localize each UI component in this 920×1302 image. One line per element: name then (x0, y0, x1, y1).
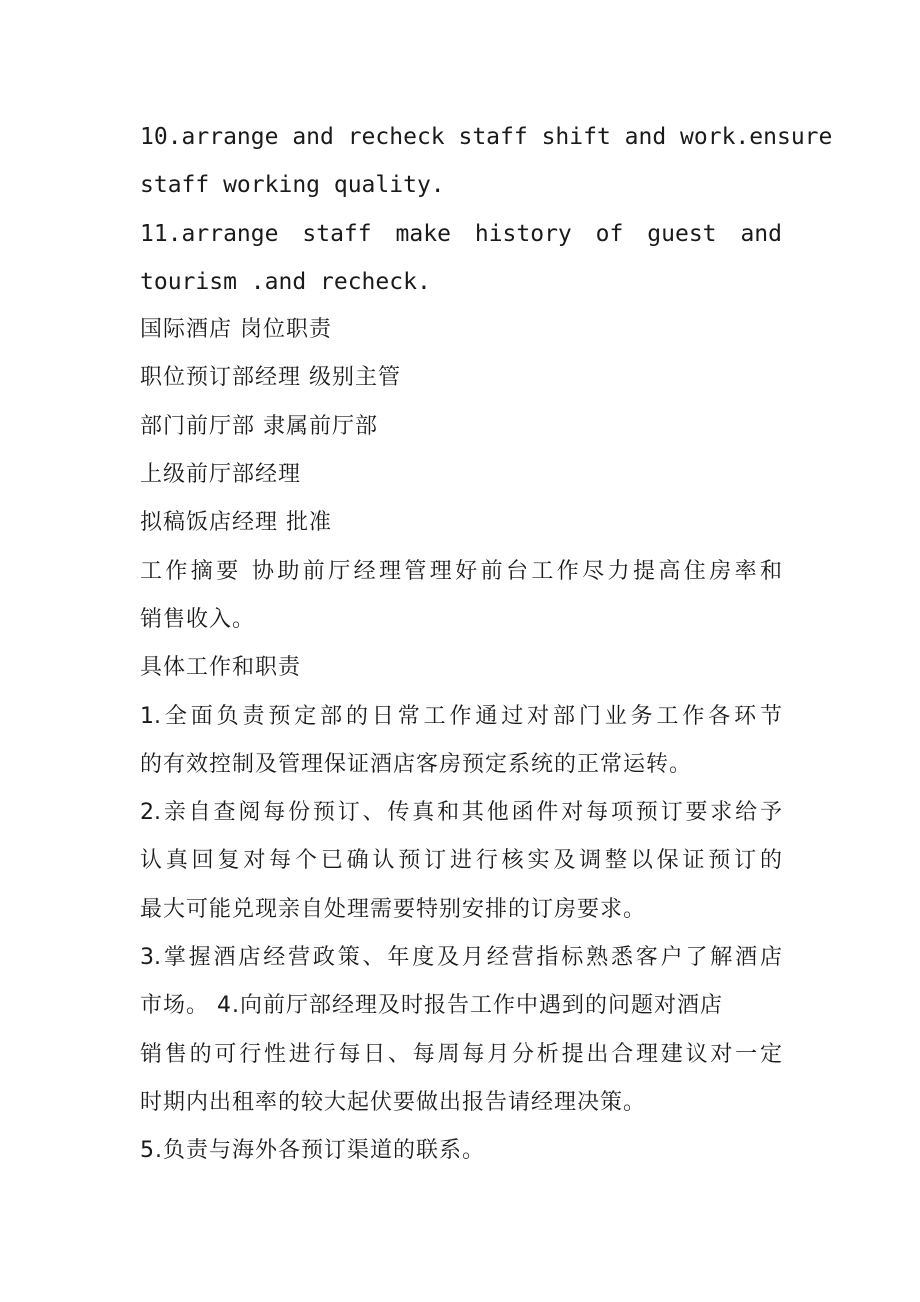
text-line: 5.负责与海外各预订渠道的联系。 (140, 1138, 485, 1164)
text-line: 3.掌握酒店经营政策、年度及月经营指标熟悉客户了解酒店 (140, 945, 782, 971)
text-line: 拟稿饭店经理 批准 (140, 510, 332, 536)
text-line: 职位预订部经理 级别主管 (140, 365, 401, 391)
text-line: 具体工作和职责 (140, 655, 302, 681)
text-line: 市场。 4.向前厅部经理及时报告工作中遇到的问题对酒店 (140, 993, 723, 1019)
text-line: 上级前厅部经理 (140, 462, 302, 488)
text-line: 认真回复对每个已确认预订进行核实及调整以保证预订的 (140, 848, 782, 874)
text-line: staff working quality. (140, 172, 445, 199)
text-line: 11.arrange staff make history of guest and (140, 220, 782, 247)
text-line: 1.全面负责预定部的日常工作通过对部门业务工作各环节 (140, 703, 782, 729)
text-line: 部门前厅部 隶属前厅部 (140, 413, 378, 439)
text-line: 销售的可行性进行每日、每周每月分析提出合理建议对一定 (140, 1041, 782, 1067)
text-line: tourism .and recheck. (140, 268, 431, 295)
text-line: 时期内出租率的较大起伏要做出报告请经理决策。 (140, 1089, 647, 1115)
text-line: 最大可能兑现亲自处理需要特别安排的订房要求。 (140, 896, 647, 922)
text-line: 的有效控制及管理保证酒店客房预定系统的正常运转。 (140, 751, 693, 777)
text-line: 销售收入。 (140, 606, 256, 632)
text-line: 国际酒店 岗位职责 (140, 317, 332, 343)
text-line: 2.亲自查阅每份预订、传真和其他函件对每项预订要求给予 (140, 800, 782, 826)
text-line: 10.arrange and recheck staff shift and work.ensure (140, 124, 833, 150)
document-body (140, 113, 833, 1176)
text-line: 工作摘要 协助前厅经理管理好前台工作尽力提高住房率和 (140, 558, 782, 584)
